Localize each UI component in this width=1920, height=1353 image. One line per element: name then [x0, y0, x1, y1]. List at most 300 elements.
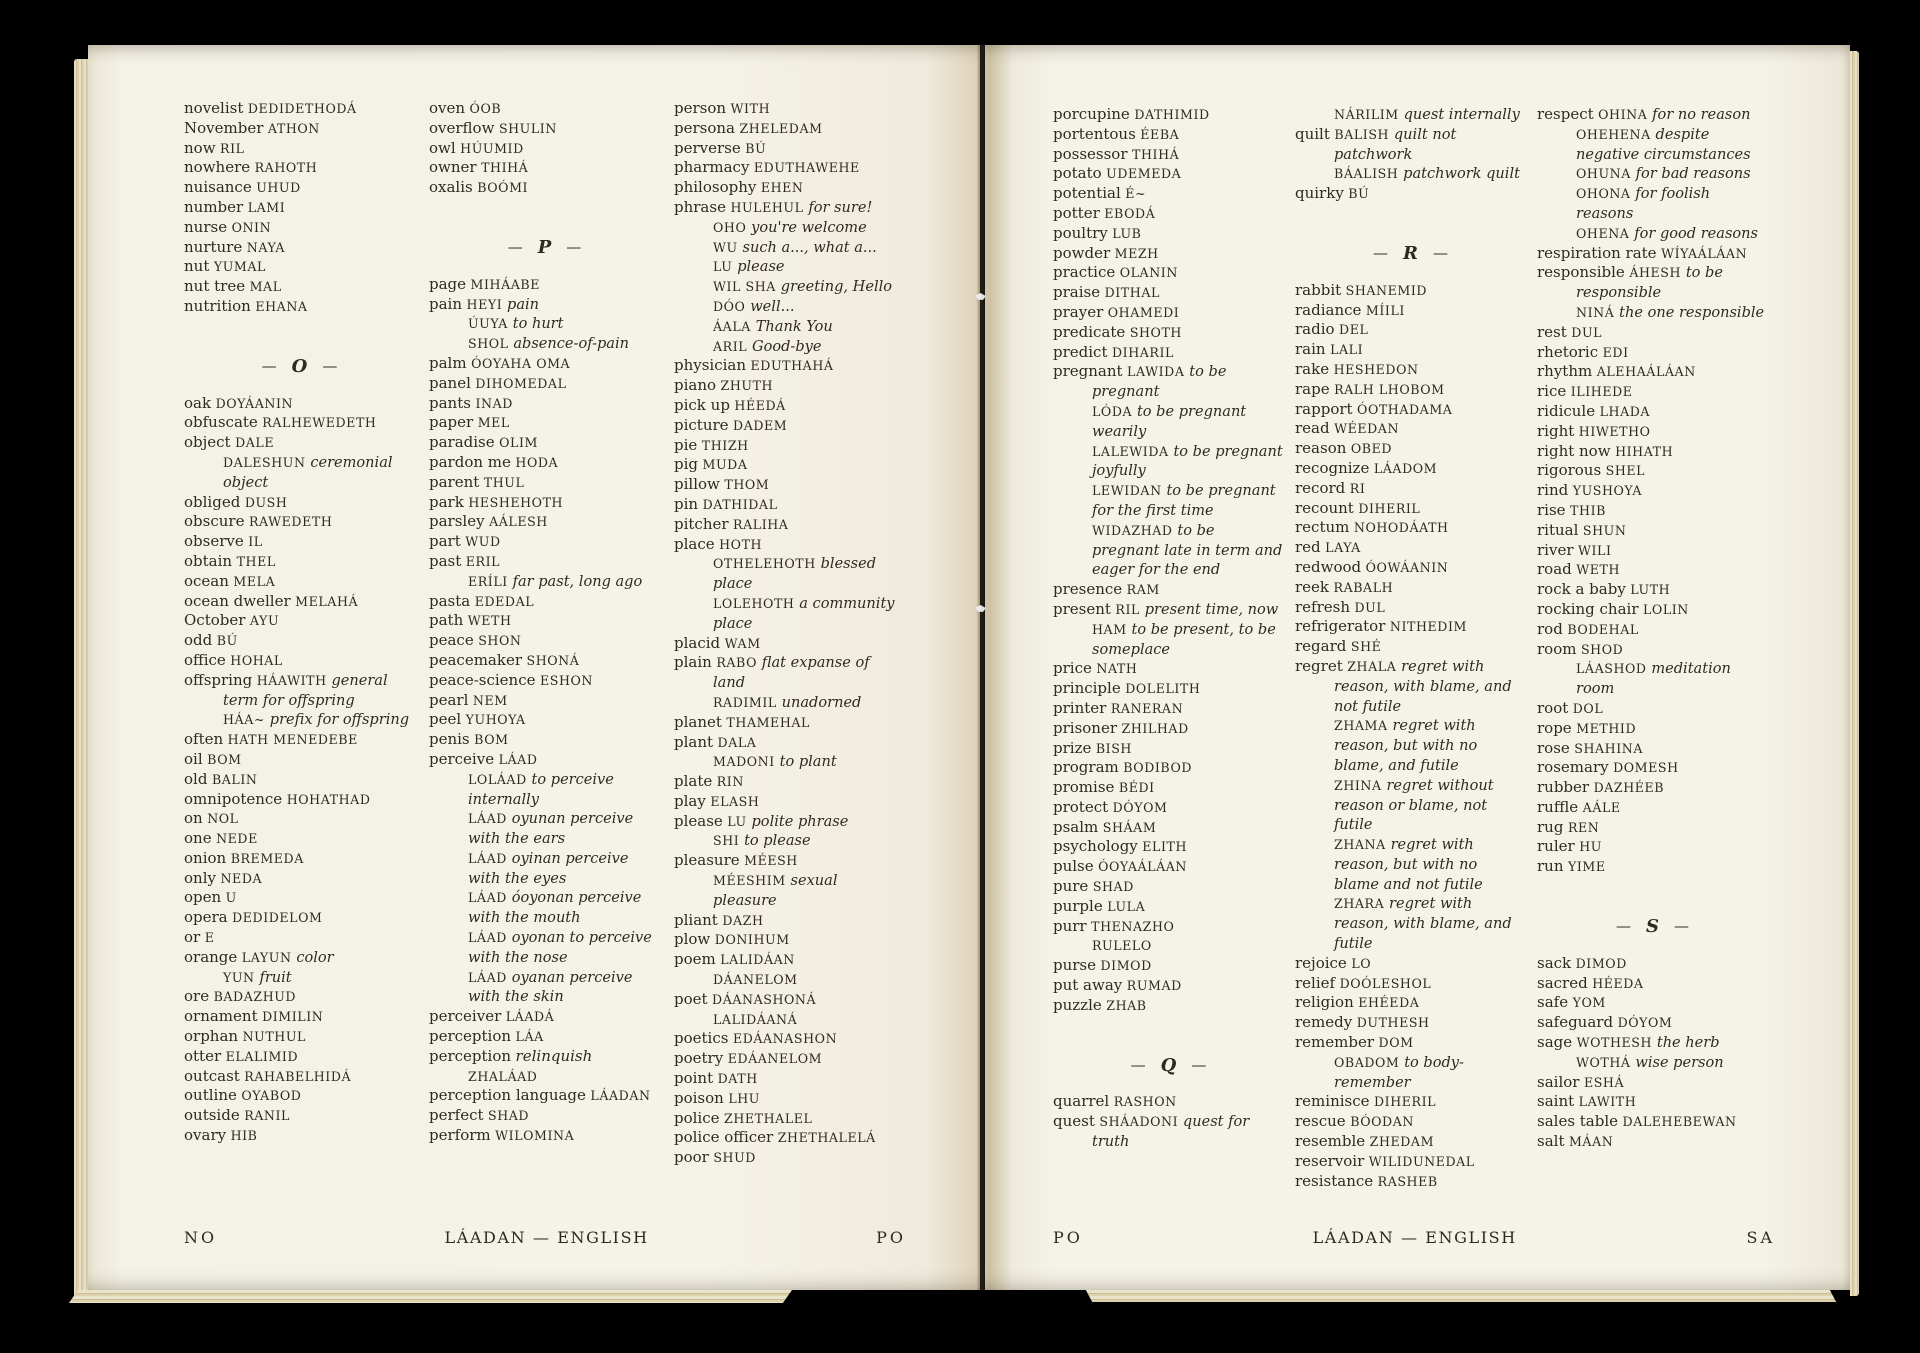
- dictionary-entry: [674, 911, 905, 931]
- headword: now: [184, 138, 216, 157]
- headword: perception: [429, 1046, 512, 1065]
- dictionary-entry: [1537, 1132, 1768, 1152]
- dictionary-entry: [1295, 1132, 1526, 1152]
- laadan-term: UHUD: [256, 180, 301, 196]
- sub-sense: [468, 809, 660, 849]
- headword: refresh: [1295, 597, 1351, 616]
- laadan-term: DOÓLESHOL: [1339, 975, 1432, 991]
- laadan-term: YUN: [223, 969, 255, 985]
- dictionary-entry: [1295, 954, 1526, 974]
- laadan-term: ZHETHALEL: [724, 1110, 813, 1126]
- gloss: to be pregnant joyfully: [1092, 442, 1283, 480]
- dictionary-column: [1537, 105, 1768, 1191]
- dictionary-entry: [184, 532, 415, 552]
- laadan-term: SHOL: [468, 336, 509, 352]
- headword: purple: [1053, 896, 1103, 915]
- laadan-term: LOLEHOTH: [713, 595, 795, 611]
- laadan-term: DIMILIN: [262, 1009, 324, 1025]
- headword: nuisance: [184, 178, 252, 197]
- headword: obscure: [184, 512, 245, 531]
- laadan-term: SHAD: [1092, 879, 1134, 895]
- headword: praise: [1053, 283, 1101, 302]
- dictionary-entry: [184, 1027, 415, 1047]
- headword: pasta: [429, 591, 471, 610]
- laadan-term: DAZHÉEB: [1593, 780, 1665, 796]
- headword: please: [674, 811, 723, 830]
- laadan-term: ESHÁ: [1583, 1074, 1625, 1090]
- laadan-term: RAHOTH: [254, 160, 318, 176]
- dictionary-entry: [1537, 1033, 1768, 1073]
- laadan-term: MEL: [477, 415, 510, 431]
- laadan-term: LEWIDAN: [1092, 483, 1162, 499]
- laadan-term: RALHEWEDETH: [262, 415, 377, 431]
- laadan-term: EDÁANELOM: [727, 1051, 823, 1067]
- gloss: the herb: [1656, 1034, 1720, 1052]
- dictionary-entry: [429, 394, 660, 414]
- headword: rug: [1537, 817, 1564, 836]
- dictionary-entry: [674, 1029, 905, 1049]
- gloss: quilt not patchwork: [1334, 125, 1457, 163]
- laadan-term: LOLIN: [1643, 601, 1689, 617]
- gloss: absence-of-pain: [513, 335, 630, 353]
- dictionary-entry: [429, 611, 660, 631]
- headword: on: [184, 809, 203, 828]
- dictionary-entry: [674, 792, 905, 812]
- laadan-term: NAYA: [246, 239, 286, 255]
- headword: pure: [1053, 877, 1089, 896]
- gloss: present time, now: [1144, 600, 1279, 618]
- left-page-content: [184, 99, 905, 1168]
- headword: right: [1537, 421, 1575, 440]
- laadan-term: HÉEDA: [1592, 975, 1644, 991]
- headword: peacemaker: [429, 650, 523, 669]
- laadan-term: YUMAL: [213, 259, 266, 275]
- headword: resistance: [1295, 1171, 1374, 1190]
- laadan-term: THENAZHO: [1091, 918, 1175, 934]
- laadan-term: WIDAZHAD: [1092, 522, 1173, 538]
- headword: recount: [1295, 498, 1354, 517]
- laadan-term: RALIHA: [733, 516, 789, 532]
- laadan-term: RIN: [716, 774, 744, 790]
- laadan-term: BOÓMI: [477, 180, 529, 196]
- laadan-term: BÚ: [1348, 186, 1370, 202]
- headword: often: [184, 730, 224, 749]
- headword: root: [1537, 698, 1569, 717]
- headword: powder: [1053, 243, 1111, 262]
- dictionary-entry: [184, 394, 415, 414]
- dictionary-entry: [429, 119, 660, 139]
- dictionary-entry: [674, 653, 905, 712]
- dictionary-entry: [184, 552, 415, 572]
- dictionary-entry: [674, 495, 905, 515]
- dictionary-entry: [1537, 501, 1768, 521]
- laadan-term: HAM: [1092, 621, 1127, 637]
- headword: purr: [1053, 916, 1087, 935]
- dictionary-entry: [184, 908, 415, 928]
- dictionary-entry: [429, 158, 660, 178]
- headword: planet: [674, 712, 722, 731]
- gloss: a community place: [713, 594, 895, 632]
- laadan-term: THIB: [1570, 502, 1606, 518]
- dictionary-entry: [184, 1106, 415, 1126]
- dictionary-entry: [674, 99, 905, 119]
- dictionary-entry: [1053, 244, 1284, 264]
- laadan-term: BREMEDA: [230, 850, 304, 866]
- laadan-term: OLANIN: [1119, 265, 1178, 281]
- dictionary-entry: [1295, 380, 1526, 400]
- gloss: to please: [744, 832, 811, 850]
- dictionary-entry: [674, 376, 905, 396]
- sub-sense: [1092, 402, 1284, 442]
- dictionary-entry: [429, 512, 660, 532]
- laadan-term: WETH: [467, 613, 512, 629]
- laadan-term: ÉEBA: [1140, 126, 1180, 142]
- dictionary-entry: [1537, 857, 1768, 877]
- dictionary-entry: [674, 851, 905, 910]
- headword: pharmacy: [674, 158, 750, 177]
- laadan-term: EDI: [1602, 344, 1629, 360]
- headword: oven: [429, 99, 466, 117]
- dictionary-entry: [429, 374, 660, 394]
- laadan-term: THEL: [236, 553, 276, 569]
- laadan-term: DUL: [1571, 324, 1603, 340]
- dictionary-entry: [1053, 818, 1284, 838]
- headword: promise: [1053, 778, 1115, 797]
- page-stack-edge-right: [1850, 51, 1859, 1296]
- headword: pliant: [674, 910, 718, 929]
- headword: omnipotence: [184, 789, 283, 808]
- laadan-term: ERÍLI: [468, 573, 508, 589]
- sub-sense: [1334, 716, 1526, 775]
- headword: rind: [1537, 481, 1569, 500]
- headword: ore: [184, 987, 210, 1006]
- laadan-term: HIHATH: [1615, 443, 1674, 459]
- headword: orphan: [184, 1027, 239, 1046]
- headword: observe: [184, 532, 244, 551]
- laadan-term: MÉESHIM: [713, 873, 786, 889]
- headword: poetics: [674, 1029, 729, 1048]
- dictionary-entry: [184, 178, 415, 198]
- headword: ovary: [184, 1126, 227, 1145]
- dictionary-entry: [1537, 382, 1768, 402]
- gloss: fruit: [259, 968, 292, 986]
- laadan-term: BISH: [1095, 740, 1132, 756]
- laadan-term: DUTHESH: [1356, 1015, 1430, 1031]
- headword: piano: [674, 376, 717, 395]
- laadan-term: RULELO: [1092, 938, 1152, 954]
- laadan-term: LALEWIDA: [1092, 443, 1169, 459]
- laadan-term: LAYUN: [241, 949, 292, 965]
- section-letter: S: [1646, 916, 1659, 938]
- headword: road: [1537, 560, 1572, 579]
- sub-sense: [1092, 936, 1284, 956]
- dictionary-entry: [1053, 283, 1284, 303]
- laadan-term: WU: [713, 239, 738, 255]
- laadan-term: HU: [1579, 839, 1602, 855]
- dictionary-entry: [184, 671, 415, 730]
- laadan-term: LALI: [1330, 342, 1364, 358]
- dictionary-entry: [184, 888, 415, 908]
- headword: safeguard: [1537, 1013, 1614, 1032]
- sub-sense: [1334, 164, 1526, 184]
- gloss: prefix for offspring: [269, 711, 410, 729]
- laadan-term: ZHELEDAM: [739, 120, 823, 136]
- laadan-term: NÁRILIM: [1334, 107, 1399, 122]
- laadan-term: DOL: [1572, 700, 1604, 716]
- laadan-term: LU: [713, 259, 733, 275]
- headword: open: [184, 888, 222, 907]
- dictionary-entry: [429, 631, 660, 651]
- headword: peel: [429, 710, 462, 729]
- section-dash: —: [1191, 1055, 1207, 1074]
- laadan-term: RAHABELHIDÁ: [244, 1068, 352, 1084]
- sub-sense: [468, 849, 660, 889]
- dictionary-entry: [429, 730, 660, 750]
- laadan-term: OHENA: [1576, 225, 1630, 241]
- dictionary-entry: [184, 809, 415, 829]
- headword: radiance: [1295, 300, 1362, 319]
- dictionary-entry: [1053, 125, 1284, 145]
- dictionary-entry: [429, 433, 660, 453]
- dictionary-entry: [429, 275, 660, 295]
- laadan-term: BODIBOD: [1123, 760, 1193, 776]
- dictionary-entry: [184, 869, 415, 889]
- headword: oil: [184, 749, 203, 768]
- dictionary-entry: [1053, 699, 1284, 719]
- sub-sense: [223, 710, 415, 730]
- gloss: ceremonial object: [223, 453, 393, 491]
- dictionary-entry: [184, 139, 415, 159]
- gloss: despite negative circumstances: [1576, 125, 1751, 163]
- dictionary-entry: [429, 139, 660, 159]
- laadan-term: MELA: [233, 573, 276, 589]
- headword: possessor: [1053, 144, 1128, 163]
- laadan-term: NUTHUL: [242, 1029, 306, 1045]
- laadan-term: DIHERIL: [1374, 1094, 1437, 1110]
- dictionary-entry: [1537, 521, 1768, 541]
- section-dash: —: [1130, 1055, 1146, 1074]
- laadan-term: DALESHUN: [223, 454, 306, 470]
- laadan-term: EHEN: [760, 180, 804, 196]
- laadan-term: MADONI: [713, 754, 775, 770]
- headword: novelist: [184, 99, 244, 117]
- laadan-term: EDUTHAWEHE: [753, 160, 860, 176]
- laadan-term: HIWETHO: [1578, 423, 1651, 439]
- laadan-term: DÓYOM: [1617, 1015, 1673, 1031]
- laadan-term: WETH: [1576, 562, 1621, 578]
- headword: police officer: [674, 1128, 774, 1147]
- headword: nut tree: [184, 277, 246, 296]
- gloss: oyunan perceive with the ears: [468, 810, 634, 848]
- laadan-term: LU: [727, 813, 747, 829]
- dictionary-entry: [674, 950, 905, 990]
- laadan-term: OHO: [713, 219, 747, 235]
- dictionary-entry: [1537, 640, 1768, 699]
- dictionary-entry: [184, 238, 415, 258]
- headword: pillow: [674, 475, 720, 494]
- dictionary-entry: [1537, 1073, 1768, 1093]
- laadan-term: HATH MENEDEBE: [227, 732, 358, 748]
- headword: rocking chair: [1537, 599, 1639, 618]
- laadan-term: BÉDI: [1118, 780, 1155, 796]
- headword: pregnant: [1053, 362, 1123, 381]
- dictionary-entry: [1537, 974, 1768, 994]
- headword: reservoir: [1295, 1151, 1365, 1170]
- laadan-term: DATHIMID: [1134, 107, 1210, 122]
- headword: run: [1537, 857, 1564, 876]
- dictionary-entry: [184, 849, 415, 869]
- headword: quirky: [1295, 184, 1344, 203]
- dictionary-entry: [674, 772, 905, 792]
- headword: porcupine: [1053, 105, 1130, 123]
- sub-sense: [1092, 521, 1284, 580]
- page-stack-edge-bottom: [1086, 1290, 1836, 1302]
- dictionary-entry: [1295, 301, 1526, 321]
- dictionary-entry: [674, 356, 905, 376]
- headword: pig: [674, 455, 699, 474]
- dictionary-entry: [429, 453, 660, 473]
- headword: police: [674, 1108, 720, 1127]
- sub-sense: [713, 1010, 905, 1030]
- laadan-term: ÓOTHADAMA: [1357, 401, 1453, 417]
- laadan-term: WILOMINA: [495, 1128, 575, 1144]
- dictionary-entry: [1295, 1152, 1526, 1172]
- laadan-term: NOL: [207, 811, 239, 827]
- section-letter: O: [291, 355, 308, 377]
- headword: remember: [1295, 1033, 1375, 1052]
- laadan-term: LAWITH: [1578, 1094, 1637, 1110]
- dictionary-entry: [674, 475, 905, 495]
- dictionary-entry: [674, 1049, 905, 1069]
- headword: pick up: [674, 395, 730, 414]
- laadan-term: DIHERIL: [1358, 500, 1421, 516]
- dictionary-entry: [184, 651, 415, 671]
- laadan-term: BADAZHUD: [213, 989, 297, 1005]
- laadan-term: BÓODAN: [1350, 1114, 1414, 1130]
- headword: sacred: [1537, 973, 1588, 992]
- headword: outline: [184, 1086, 237, 1105]
- laadan-term: BODEHAL: [1567, 621, 1639, 637]
- laadan-term: LÁA: [515, 1029, 544, 1045]
- headword: plate: [674, 772, 713, 791]
- gloss: to plant: [779, 753, 837, 771]
- headword: religion: [1295, 993, 1354, 1012]
- laadan-term: WIL SHA: [713, 279, 776, 295]
- sub-sense: [223, 968, 415, 988]
- headword: nut: [184, 257, 210, 276]
- page-stack-edge-bottom: [69, 1290, 792, 1303]
- headword: parsley: [429, 512, 485, 531]
- right-page-content: [1053, 105, 1768, 1191]
- sub-sense: [1576, 184, 1768, 224]
- headword: poison: [674, 1088, 724, 1107]
- headword: only: [184, 868, 216, 887]
- laadan-term: DOYÁANIN: [215, 395, 294, 411]
- dictionary-entry: [429, 1086, 660, 1106]
- dictionary-entry: [184, 572, 415, 592]
- gloss: patchwork quilt: [1403, 165, 1520, 183]
- laadan-term: MUDA: [702, 457, 748, 473]
- laadan-term: LÁAD: [498, 751, 538, 767]
- dictionary-entry: [184, 631, 415, 651]
- laadan-term: HODA: [515, 454, 559, 470]
- laadan-term: RABO: [716, 655, 757, 671]
- headword: penis: [429, 730, 470, 749]
- headword: pin: [674, 494, 699, 513]
- dictionary-entry: [184, 790, 415, 810]
- dictionary-entry: [1537, 541, 1768, 561]
- laadan-term: SHÁADONI: [1099, 1114, 1179, 1130]
- headword: rhythm: [1537, 362, 1593, 381]
- laadan-term: U: [225, 890, 237, 906]
- laadan-term: HULEHUL: [730, 199, 804, 215]
- headword: prayer: [1053, 302, 1104, 321]
- section-dash: —: [1674, 917, 1689, 936]
- dictionary-entry: [184, 512, 415, 532]
- laadan-term: ZHETHALELÁ: [777, 1130, 876, 1146]
- dictionary-entry: [1295, 578, 1526, 598]
- dictionary-entry: [1537, 600, 1768, 620]
- dictionary-entry: [1053, 739, 1284, 759]
- laadan-term: ZHUTH: [720, 378, 774, 394]
- laadan-term: DADEM: [733, 417, 788, 433]
- gloss: please: [737, 258, 785, 276]
- headword: predict: [1053, 342, 1108, 361]
- dictionary-entry: [184, 1007, 415, 1027]
- gloss: you're welcome: [751, 218, 867, 236]
- sub-sense: [713, 317, 905, 337]
- headword: peace: [429, 631, 474, 650]
- headword: one: [184, 829, 212, 848]
- dictionary-entry: [674, 634, 905, 654]
- headword: person: [674, 99, 727, 117]
- gloss: well...: [750, 297, 795, 315]
- headword: present: [1053, 599, 1111, 618]
- dictionary-entry: [429, 295, 660, 354]
- headword: poem: [674, 950, 716, 969]
- laadan-term: DOM: [1378, 1035, 1414, 1051]
- gloss: to body-remember: [1334, 1053, 1464, 1091]
- headword: poetry: [674, 1049, 724, 1068]
- laadan-term: OHAMEDI: [1107, 304, 1180, 320]
- dictionary-entry: [674, 990, 905, 1030]
- dictionary-entry: [1053, 1112, 1284, 1152]
- laadan-term: LAMI: [247, 199, 286, 215]
- dictionary-entry: [1053, 580, 1284, 600]
- dictionary-entry: [1053, 600, 1284, 659]
- laadan-term: BALISH: [1334, 126, 1390, 142]
- laadan-term: YUSHOYA: [1572, 483, 1642, 499]
- headword: paper: [429, 413, 474, 432]
- laadan-term: EDUTHAHÁ: [750, 358, 834, 374]
- sub-sense: [713, 297, 905, 317]
- headword: parent: [429, 472, 480, 491]
- dictionary-entry: [1053, 996, 1284, 1016]
- dictionary-entry: [184, 198, 415, 218]
- dictionary-entry: [429, 178, 660, 198]
- dictionary-entry: [674, 455, 905, 475]
- sub-sense: [1576, 659, 1768, 699]
- dictionary-entry: [1053, 1092, 1284, 1112]
- left-page: [88, 45, 980, 1290]
- gloss: greeting, Hello: [780, 278, 893, 296]
- sub-sense: [468, 928, 660, 968]
- headword: oak: [184, 393, 212, 412]
- laadan-term: DALEHEBEWAN: [1622, 1114, 1737, 1130]
- dictionary-entry: [674, 1089, 905, 1109]
- headword: reason: [1295, 439, 1347, 458]
- dictionary-entry: [1053, 778, 1284, 798]
